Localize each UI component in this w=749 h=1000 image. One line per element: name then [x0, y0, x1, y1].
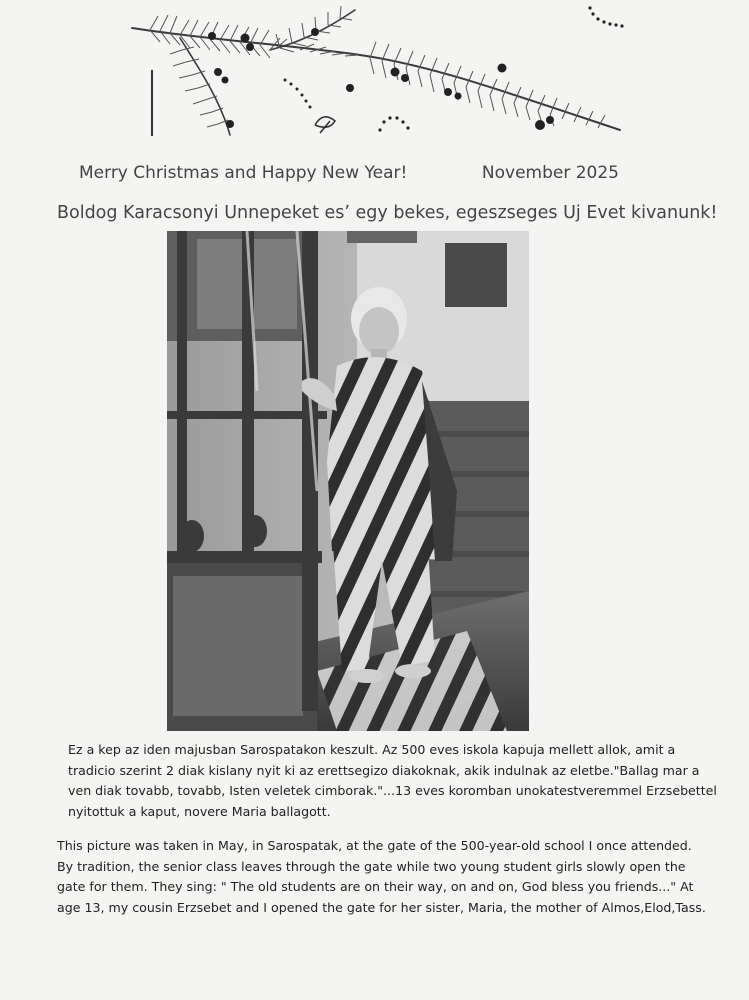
photo-woman-at-school-gate: [167, 231, 529, 731]
greeting-text: Merry Christmas and Happy New Year!: [79, 163, 408, 183]
caption-line: Ez a kep az iden majusban Sarospatakon keszult. Az 500 eves iskola kapuja mellett allok, amit a: [68, 742, 676, 757]
caption-line: age 13, my cousin Erzsebet and I opened the gate for her sister, Maria, the mother of Almos,Elod,Tass.: [57, 899, 706, 915]
hungarian-greeting: Boldog Karacsonyi Unnepeket esʼ egy bekes, egeszseges Uj Evet kivanunk!: [57, 203, 718, 223]
hungarian-caption: [57, 740, 717, 822]
caption-line: nyitottuk a kaput, novere Maria ballagott.: [68, 803, 331, 819]
english-caption: [57, 836, 706, 918]
caption-line: ven diak tovabb, tovabb, Isten veletek cimborak."...13 eves koromban unokatestveremmel Erzsebettel: [68, 783, 717, 798]
caption-line: This picture was taken in May, in Sarospatak, at the gate of the 500-year-old school I once attended.: [57, 838, 692, 853]
caption-line: tradicio szerint 2 diak kislany nyit ki az erettsegizo diakoknak, akik indulnak az eletbe."Ballag mar a: [68, 762, 700, 778]
date-text: November 2025: [481, 163, 619, 183]
header-line: [79, 163, 619, 183]
caption-line: By tradition, the senior class leaves through the gate while two young student girls slowly open the: [57, 858, 686, 874]
pine-branch-decoration: [120, 0, 640, 145]
caption-line: gate for them. They sing: " The old students are on their way, on and on, God bless you friends..." At: [57, 879, 694, 894]
decorative-vertical-line: [151, 70, 153, 136]
